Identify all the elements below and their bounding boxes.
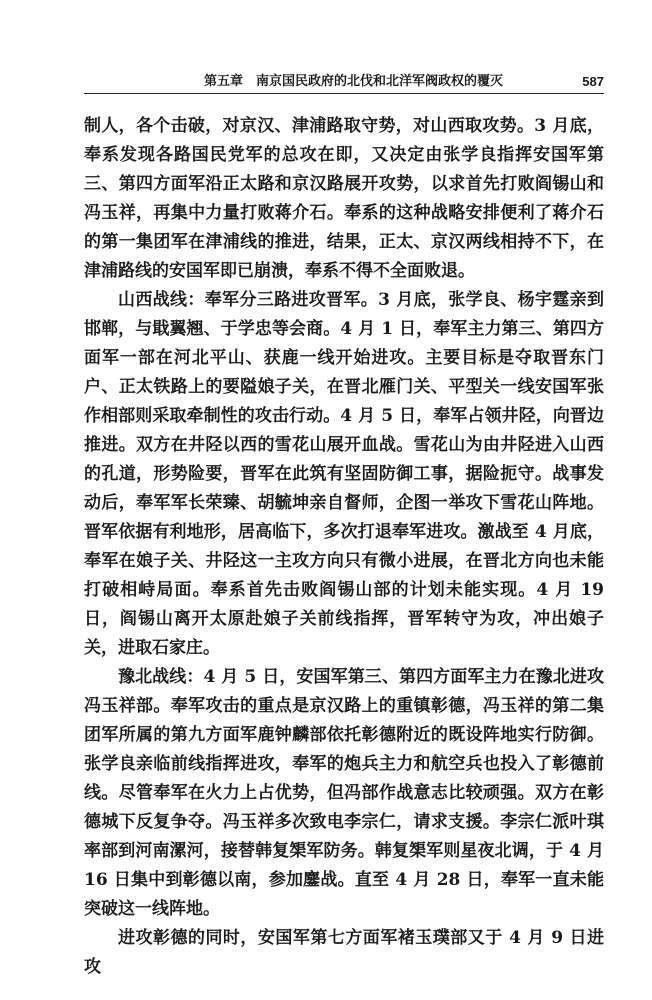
paragraph: 进攻彰德的同时，安国军第七方面军褚玉璞部又于 4 月 9 日进攻: [84, 928, 604, 977]
paragraph: 山西战线：奉军分三路进攻晋军。3 月底，张学良、杨宇霆亲到邯郸，与戢翼翘、于学忠等会商。4 月 1 日，奉军主力第三、第四方面军一部在河北平山、获鹿一线开始进攻。主要目标是夺取晋东门户、正太铁路上的要隘娘子关，在晋北雁门关、平型关一线安国军张作相部则采取牵制性的攻击行动。4 月 5 日，奉军占领井陉，向晋边推进。双方在井陉以西的雪花山展开血战。雪花山为由井陉进入山西的孔道，形势险要，晋军在此筑有坚固防御工事，据险扼守。战事发动后，奉军军长荣臻、胡毓坤亲自督师，企图一举攻下雪花山阵地。晋军依据有利地形，居高临下，多次打退奉军进攻。激战至 4 月底，奉军在娘子关、井陉这一主攻方向只有微小进展，在晋北方向也未能打破相峙局面。奉系首先击败阎锡山部的计划未能实现。4 月 19 日，阎锡山离开太原赴娘子关前线指挥，晋军转守为攻，冲出娘子关，进取石家庄。: [84, 290, 604, 658]
body-text: [84, 112, 604, 982]
running-header: [84, 72, 604, 92]
chapter-title: 第五章 南京国民政府的北伐和北洋军阀政权的覆灭: [204, 74, 504, 89]
page-number: 587: [582, 74, 604, 89]
header-divider: [84, 93, 604, 94]
paragraph: 制人，各个击破，对京汉、津浦路取守势，对山西取攻势。3 月底，奉系发现各路国民党军的总攻在即，又决定由张学良指挥安国军第三、第四方面军沿正太路和京汉路展开攻势，以求首先打败阎锡山和冯玉祥，再集中力量打败蒋介石。奉系的这种战略安排便利了蒋介石的第一集团军在津浦线的推进，结果，正太、京汉两线相持不下，在津浦路线的安国军即已崩溃，奉系不得不全面败退。: [84, 116, 604, 281]
paragraph: 豫北战线：4 月 5 日，安国军第三、第四方面军主力在豫北进攻冯玉祥部。奉军攻击的重点是京汉路上的重镇彰德，冯玉祥的第二集团军所属的第九方面军鹿钟麟部依托彰德附近的既设阵地实行防御。张学良亲临前线指挥进攻，奉军的炮兵主力和航空兵也投入了彰德前线。尽管奉军在火力上占优势，但冯部作战意志比较顽强。双方在彰德城下反复争夺。冯玉祥多次致电李宗仁，请求支援。李宗仁派叶琪率部到河南漯河，接替韩复榘军防务。韩复榘军则星夜北调，于 4 月 16 日集中到彰德以南，参加鏖战。直至 4 月 28 日，奉军一直未能突破这一线阵地。: [84, 667, 604, 919]
